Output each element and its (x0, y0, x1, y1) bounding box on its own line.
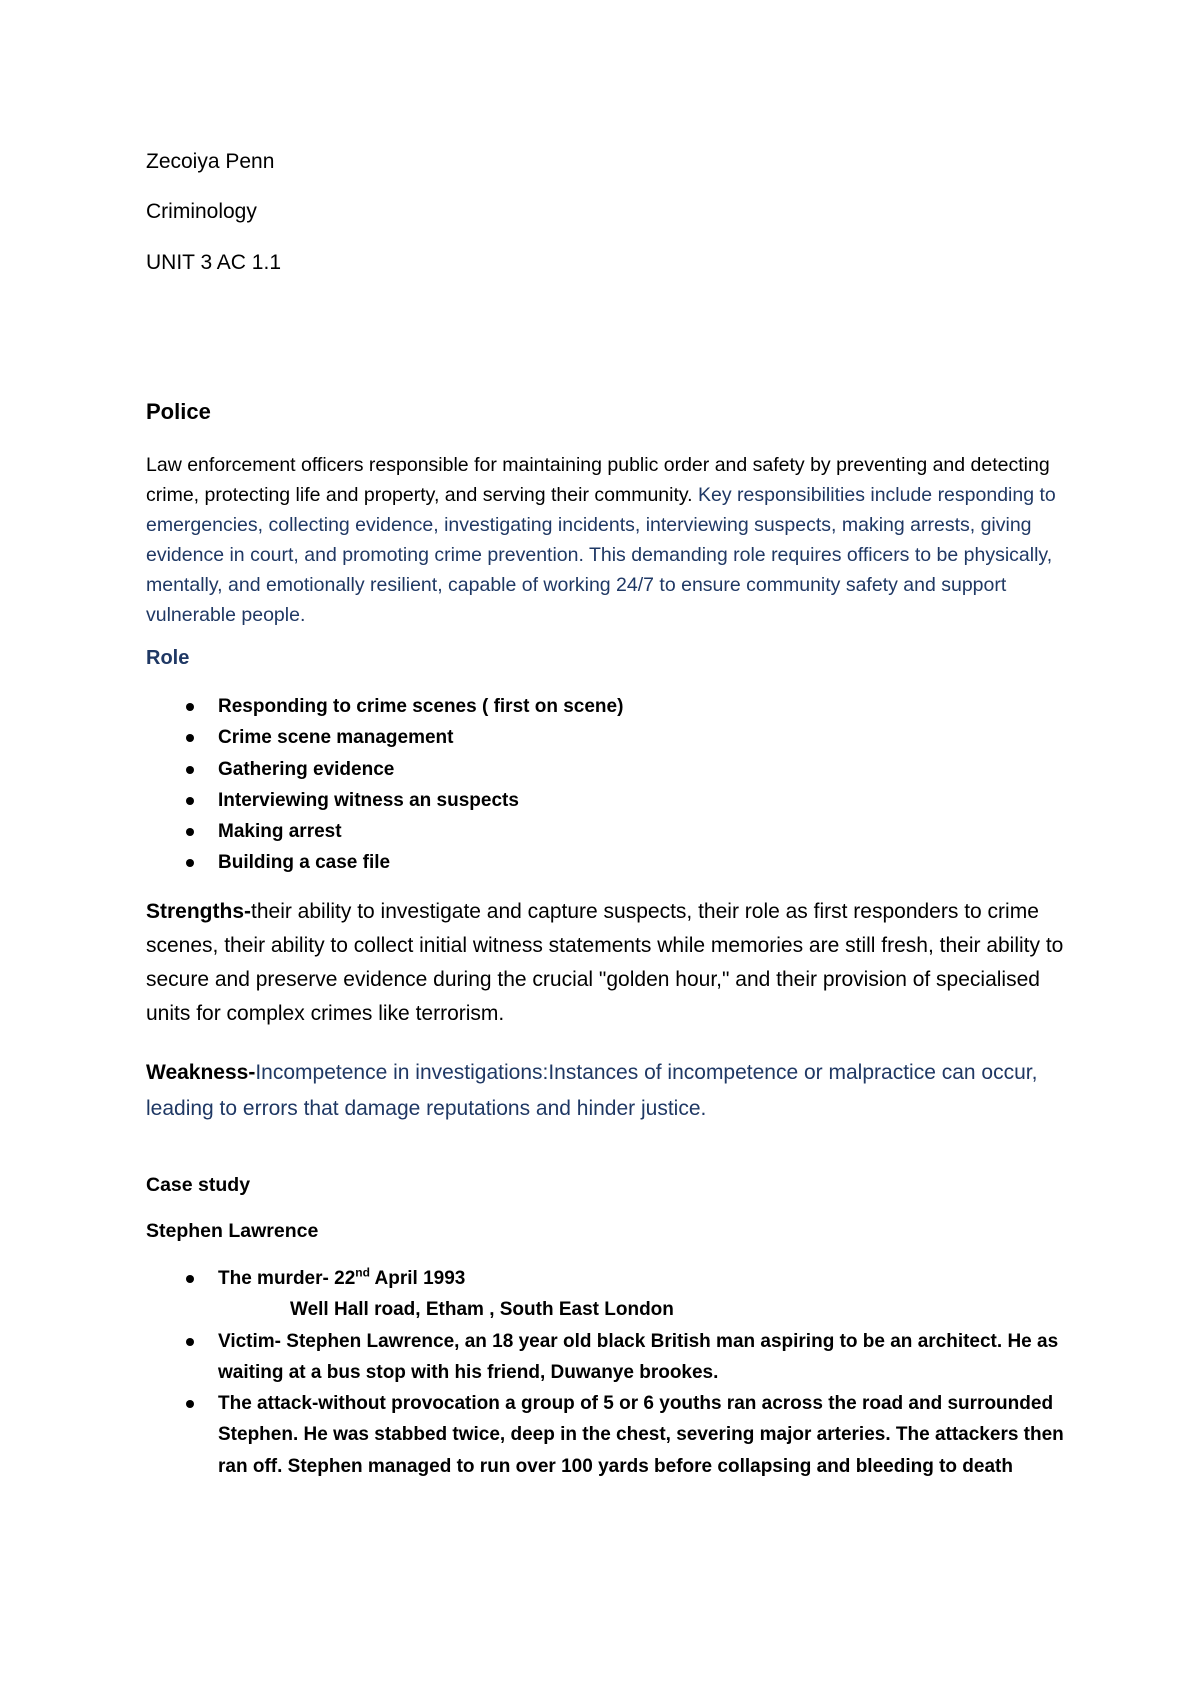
subject-name: Criminology (146, 200, 257, 223)
role-item-text: Responding to crime scenes ( first on scene) (218, 696, 624, 717)
murder-location: Well Hall road, Etham , South East London (290, 1299, 674, 1321)
role-item (146, 722, 1086, 753)
bullet-icon (186, 1400, 194, 1408)
strengths-text: their ability to investigate and capture suspects, their role as first responders to crime scenes, their ability to collect initial witness statements while memories are still fresh, their ability to secure and preserve evidence during the crucial "golden hour," and their provision of specialised units for complex crimes like terrorism. (146, 900, 1064, 1025)
bullet-icon (186, 1275, 194, 1283)
case-study-subject: Stephen Lawrence (146, 1220, 319, 1242)
role-item (146, 816, 1086, 847)
role-item (146, 785, 1086, 816)
author-name: Zecoiya Penn (146, 150, 275, 173)
bullet-icon (186, 734, 194, 742)
case-item-murder (146, 1263, 1086, 1326)
police-intro-black: Law enforcement officers responsible for maintaining public order and safety by preventing and detecting crime, protecting life and property, and serving their community. (146, 454, 1050, 506)
bullet-icon (186, 1338, 194, 1346)
role-item-text: Interviewing witness an suspects (218, 789, 519, 811)
bullet-icon (186, 859, 194, 867)
bullet-icon (186, 703, 194, 711)
strengths-label: Strengths- (146, 900, 251, 923)
case-study-heading: Case study (146, 1174, 251, 1196)
murder-suffix: April 1993 (369, 1268, 466, 1289)
role-item (146, 754, 1086, 785)
role-item-text: Building a case file (218, 852, 391, 874)
bullet-icon (186, 797, 194, 805)
murder-superscript: nd (355, 1265, 370, 1280)
role-list (146, 691, 1086, 879)
role-heading: Role (146, 647, 190, 669)
police-intro-paragraph (146, 450, 1086, 630)
unit-code: UNIT 3 AC 1.1 (146, 251, 282, 274)
case-study-list (146, 1263, 1086, 1482)
police-heading: Police (146, 399, 211, 424)
attack-text: The attack-without provocation a group of 5 or 6 youths ran across the road and surrounded Stephen. He was stabbed twice, deep in the chest, severing major arteries. The attackers then ran off. Stephen managed to run over 100 yards before collapsing and bleeding to death (218, 1393, 1064, 1477)
murder-prefix: The murder- 22 (218, 1268, 356, 1289)
police-intro-blue: Key responsibilities include responding to emergencies, collecting evidence, investigating incidents, interviewing suspects, making arrests, giving evidence in court, and promoting crime prevention. This demanding role requires officers to be physically, mentally, and emotionally resilient, capable of working 24/7 to ensure community safety and support vulnerable people. (146, 484, 1056, 626)
strengths-paragraph (146, 895, 1086, 1031)
weakness-text: Incompetence in investigations:Instances of incompetence or malpractice can occur, leading to errors that damage reputations and hinder justice. (146, 1061, 1038, 1120)
role-item-text: Gathering evidence (218, 758, 395, 780)
bullet-icon (186, 766, 194, 774)
bullet-icon (186, 828, 194, 836)
weakness-paragraph (146, 1055, 1086, 1127)
case-item-victim (146, 1326, 1086, 1389)
case-item-attack (146, 1388, 1086, 1482)
role-item-text: Crime scene management (218, 727, 454, 749)
role-item (146, 847, 1086, 878)
role-item-text: Making arrest (218, 821, 342, 843)
role-item (146, 691, 1086, 722)
victim-text: Victim- Stephen Lawrence, an 18 year old black British man aspiring to be an architect. He as waiting at a bus stop with his friend, Duwanye brookes. (218, 1330, 1059, 1383)
weakness-label: Weakness- (146, 1061, 256, 1084)
